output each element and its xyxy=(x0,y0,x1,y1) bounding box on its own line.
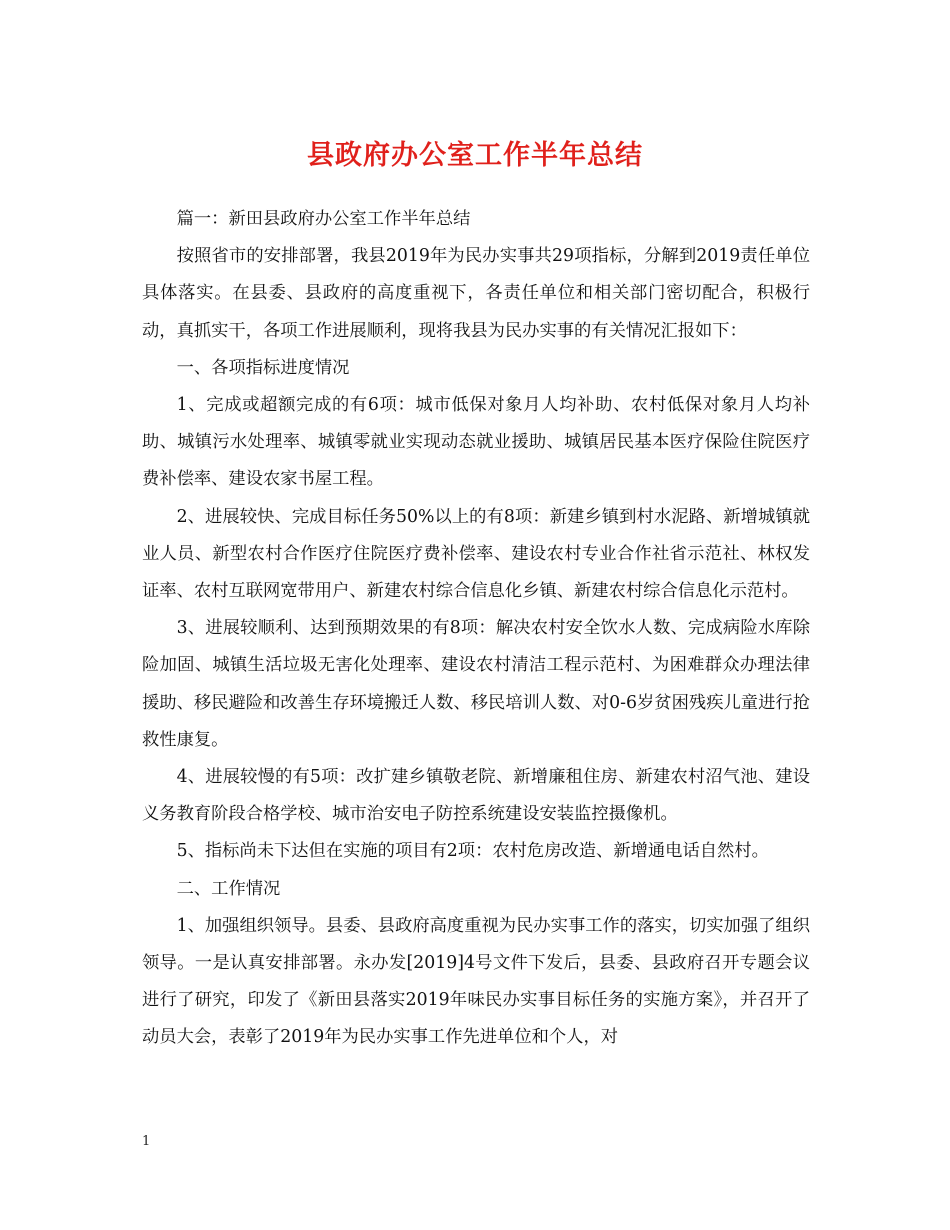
paragraph-intro: 按照省市的安排部署，我县2019年为民办实事共29项指标，分解到2019责任单位具体落实。在县委、县政府的高度重视下，各责任单位和相关部门密切配合，积极行动，真抓实干，各项工作进展顺利，现将我县为民办实事的有关情况汇报如下： xyxy=(142,246,810,341)
paragraph-item-4: 4、进展较慢的有5项：改扩建乡镇敬老院、新增廉租住房、新建农村沼气池、建设义务教育阶段合格学校、城市治安电子防控系统建设安装监控摄像机。 xyxy=(142,767,810,825)
paragraph-heading-work: 二、工作情况 xyxy=(176,878,281,899)
paragraph-section-heading: 篇一：新田县政府办公室工作半年总结 xyxy=(176,209,471,229)
paragraph-item-5: 5、指标尚未下达但在实施的项目有2项：农村危房改造、新增通电话自然村。 xyxy=(176,841,769,862)
paragraph-item-3: 3、进展较顺利、达到预期效果的有8项：解决农村安全饮水人数、完成病险水库除险加固、城镇生活垃圾无害化处理率、建设农村清洁工程示范村、为困难群众办理法律援助、移民避险和改善生存环境搬迁人数、移民培训人数、对0-6岁贫困残疾儿童进行抢救性康复。 xyxy=(142,618,810,750)
paragraph-item-2: 2、进展较快、完成目标任务50%以上的有8项：新建乡镇到村水泥路、新增城镇就业人员、新型农村合作医疗住院医疗费补偿率、建设农村专业合作社省示范社、林权发证率、农村互联网宽带用户、新建农村综合信息化乡镇、新建农村综合信息化示范村。 xyxy=(142,506,810,602)
document-title: 县政府办公室工作半年总结 xyxy=(307,140,643,171)
page-number: 1 xyxy=(142,1134,151,1149)
paragraph-heading-progress: 一、各项指标进度情况 xyxy=(176,357,350,378)
paragraph-item-1: 1、完成或超额完成的有6项：城市低保对象月人均补助、农村低保对象月人均补助、城镇污水处理率、城镇零就业实现动态就业援助、城镇居民基本医疗保险住院医疗费补偿率、建设农家书屋工程。 xyxy=(142,395,810,490)
document-body xyxy=(142,201,810,1057)
paragraph-work-1: 1、加强组织领导。县委、县政府高度重视为民办实事工作的落实，切实加强了组织领导。一是认真安排部署。永办发[2019]4号文件下发后，县委、县政府召开专题会议进行了研究，印发了《新田县落实2019年味民办实事目标任务的实施方案》，并召开了动员大会，表彰了2019年为民办实事工作先进单位和个人，对 xyxy=(142,915,810,1048)
